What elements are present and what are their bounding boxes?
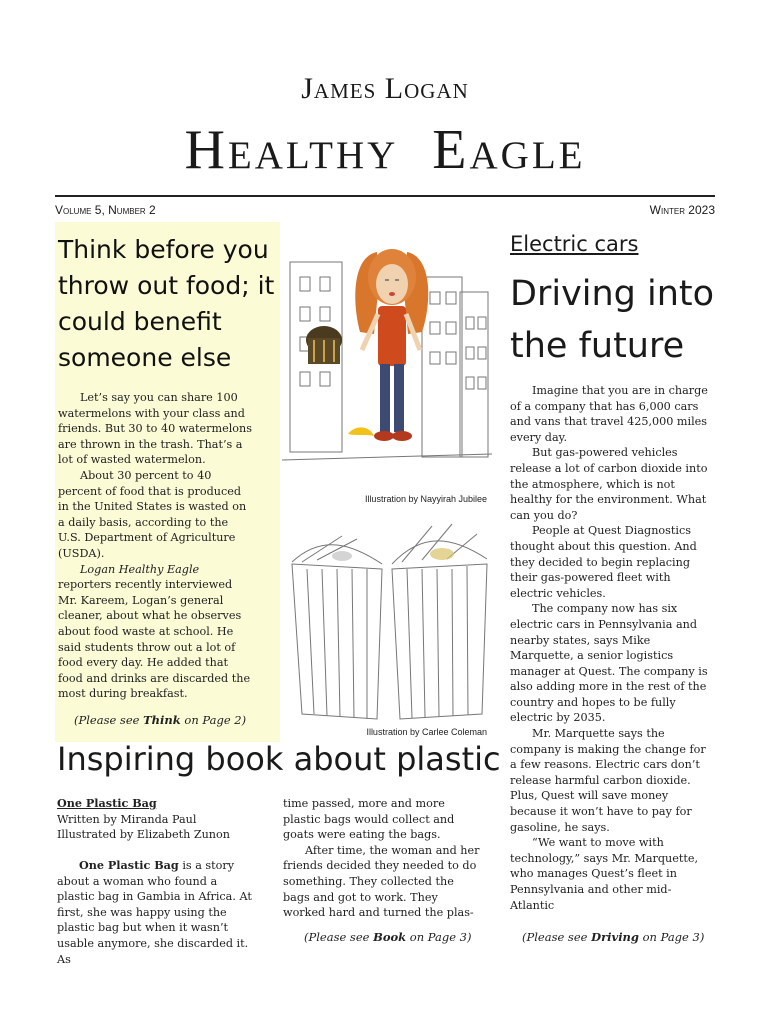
electric-article-body xyxy=(510,383,713,913)
book-paragraph xyxy=(57,858,257,967)
city-drawing-icon xyxy=(282,222,492,512)
bags-illustration xyxy=(282,514,492,724)
food-paragraph: Logan Healthy Eagle reporters recently interviewed Mr. Kareem, Logan’s general cleaner, about what he observes about food waste at school. He said students throw out a lot of food every day. He added that food and drinks are discarded the most during breakfast. xyxy=(58,562,251,701)
top-illustration-credit: Illustration by Nayyirah Jubilee xyxy=(364,494,487,504)
school-name: James Logan xyxy=(301,72,469,105)
continued-keyword: Think xyxy=(143,713,181,727)
food-paragraph: Let’s say you can share 100 watermelons with your class and friends. But 30 to 40 watermelons are thrown in the trash. That’s a lot of wasted watermelon. xyxy=(58,391,252,467)
electric-paragraph: “We want to move with technology,” says Mr. Marquette, who manages Quest’s fleet in Pennsylvania and other mid-Atlantic xyxy=(510,836,699,912)
continued-prefix: (Please see xyxy=(74,713,144,727)
plastic-bags-drawing-icon xyxy=(282,514,492,724)
electric-paragraph: Imagine that you are in charge of a company that has 6,000 cars and vans that travel 425,000 miles every day. xyxy=(510,384,708,444)
masthead-rule xyxy=(55,195,715,197)
newsletter-title: Healthy Eagle xyxy=(184,119,586,181)
electric-paragraph: Mr. Marquette says the company is making the change for a few reasons. Electric cars don’t release harmful carbon dioxide. Plus, Quest will save money because it won’t have to pay for gasoline, he says. xyxy=(510,727,706,834)
book-credits xyxy=(57,796,257,843)
electric-paragraph: But gas-powered vehicles release a lot of carbon dioxide into the atmosphere, which is not healthy for the environment. What can you do? xyxy=(510,446,708,522)
electric-paragraph: People at Quest Diagnostics thought about this question. And they decided to begin replacing their gas-powered fleet with electric vehicles. xyxy=(510,524,697,600)
book-paragraph: After time, the woman and her friends decided they needed to do something. They collected the bags and got to work. They worked hard and turned the plas- xyxy=(283,843,480,920)
electric-headline: Driving into the future xyxy=(510,274,715,366)
girl-illustration xyxy=(282,222,492,512)
continued-keyword: Driving xyxy=(591,930,639,944)
continued-suffix: on Page 2) xyxy=(180,713,247,727)
bottom-illustration-credit: Illustration by Carlee Coleman xyxy=(366,727,487,737)
book-article-headline: Inspiring book about plastic xyxy=(57,740,501,778)
newsletter-name-italic: Logan Healthy Eagle xyxy=(80,562,200,576)
continued-prefix: (Please see xyxy=(304,930,374,944)
book-paragraph-text: is a story about a woman who found a plastic bag in Gambia in Africa. At first, she was happy using the plastic bag but when it wasn’t usable anymore, she discarded it. As xyxy=(57,859,252,966)
book-illustrator: Illustrated by Elizabeth Zunon xyxy=(57,828,230,842)
electric-paragraph: The company now has six electric cars in Pennsylvania and nearby states, says Mike Marquette, a senior logistics manager at Quest. The company is also adding more in the rest of the country and hopes to be fully electric by 2035. xyxy=(510,602,708,725)
book-title: One Plastic Bag xyxy=(57,796,157,810)
continued-suffix: on Page 3) xyxy=(406,930,472,944)
continued-prefix: (Please see xyxy=(522,930,592,944)
volume-number: Volume 5, Number 2 xyxy=(55,203,156,217)
book-col2 xyxy=(283,796,483,921)
electric-continued-line[interactable] xyxy=(522,930,704,944)
book-title-inline: One Plastic Bag xyxy=(79,858,179,872)
book-author: Written by Miranda Paul xyxy=(57,812,197,826)
issue-season: Winter 2023 xyxy=(649,203,715,217)
book-paragraph: time passed, more and more plastic bags would collect and goats were eating the bags. xyxy=(283,797,455,842)
food-paragraph: About 30 percent to 40 percent of food that is produced in the United States is wasted on a daily basis, according to the U.S. Department of Agriculture (USDA). xyxy=(58,468,247,560)
continued-keyword: Book xyxy=(373,930,407,944)
book-col1 xyxy=(57,858,257,967)
electric-kicker: Electric cars xyxy=(510,232,639,256)
continued-suffix: on Page 3) xyxy=(638,930,705,944)
food-continued-line[interactable] xyxy=(74,713,246,727)
book-continued-line[interactable] xyxy=(304,930,472,944)
food-article-body xyxy=(58,390,254,702)
food-article-headline: Think before you throw out food; it could benefit someone else xyxy=(58,235,275,372)
